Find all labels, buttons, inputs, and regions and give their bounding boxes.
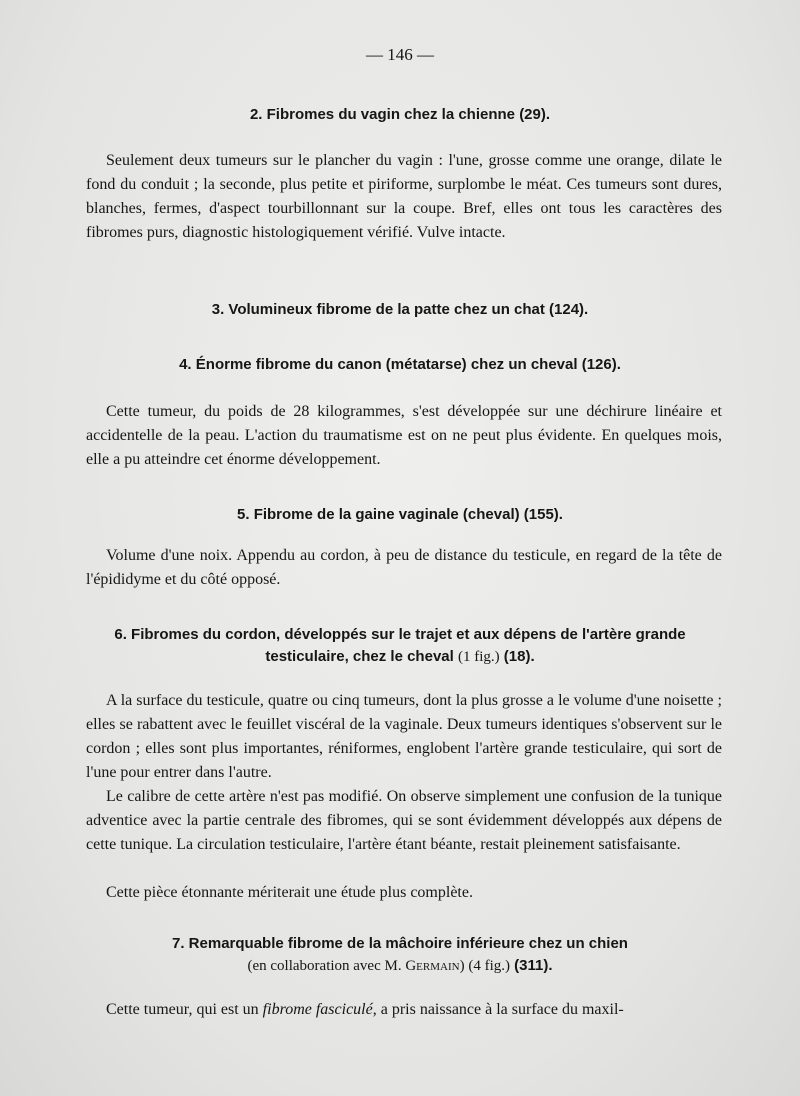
section-4-paragraph: Cette tumeur, du poids de 28 kilogrammes, s'est développée sur une déchirure linéaire et accidentelle de la peau. L'action du traumatisme est on ne peut plus évidente. En quelques mois, elle a pu atteindre cet énorme développement. — [86, 403, 722, 468]
section-7-text-pre: Cette tumeur, qui est un — [106, 1001, 259, 1018]
section-title-6-figcount: (1 fig.) — [457, 649, 500, 665]
section-6-paragraph-1: A la surface du testicule, quatre ou cinq tumeurs, dont la plus grosse a le volume d'une noisette ; elles se rabattent avec le feuillet viscéral de la vaginale. Deux tumeurs identiques s'observent sur le cordon ; elles sont plus importantes, réniformes, englobent l'artère grande testiculaire, qui sort de l'une pour entrer dans l'autre. — [86, 692, 722, 781]
section-title-3: 3. Volumineux fibrome de la patte chez un chat (124). — [211, 301, 589, 318]
section-title-5: 5. Fibrome de la gaine vaginale (cheval) (155). — [237, 506, 563, 523]
page-number: — 146 — — [366, 45, 434, 64]
section-title-7-collab — [247, 958, 510, 974]
section-7-text-post: , a pris naissance à la surface du maxil- — [372, 1001, 624, 1018]
section-5-paragraph: Volume d'une noix. Appendu au cordon, à peu de distance du testicule, en regard de la tête de l'épididyme et du côté opposé. — [86, 547, 722, 588]
section-2-paragraph: Seulement deux tumeurs sur le plancher du vagin : l'une, grosse comme une orange, dilate le fond du conduit ; la seconde, plus petite et piriforme, surplombe le méat. Ces tumeurs sont dures, blanches, fermes, d'aspect tourbillonnant sur la coupe. Bref, elles ont tous les caractères des fibromes purs, diagnostic histologiquement vérifié. Vulve intacte. — [86, 152, 722, 241]
collab-post: ) (4 fig.) — [459, 958, 510, 974]
collab-name: Germain — [405, 958, 460, 974]
section-title-2: 2. Fibromes du vagin chez la chienne (29). — [249, 106, 551, 123]
section-title-6-line2: testiculaire, chez le cheval — [265, 648, 454, 665]
section-7-text-italic: fibrome fasciculé — [262, 1001, 373, 1018]
section-6-paragraph-3: Cette pièce étonnante mériterait une étude plus complète. — [106, 884, 473, 901]
section-title-6-line1: 6. Fibromes du cordon, développés sur le trajet et aux dépens de l'artère grande — [114, 626, 686, 643]
section-title-6 — [70, 624, 730, 668]
section-6-paragraph-2: Le calibre de cette artère n'est pas modifié. On observe simplement une confusion de la tunique adventice avec la partie centrale des fibromes, qui se sont évidemment développés aux dépens de cette tunique. La circulation testiculaire, l'artère étant béante, restait pleinement satisfaisante. — [86, 788, 722, 853]
section-title-7-line1: 7. Remarquable fibrome de la mâchoire inférieure chez un chien — [172, 935, 628, 952]
section-title-7-ref: (311). — [514, 957, 553, 974]
section-title-7 — [80, 933, 720, 977]
section-title-6-ref: (18). — [503, 648, 535, 665]
section-7-paragraph — [86, 998, 722, 1022]
section-title-4: 4. Énorme fibrome du canon (métatarse) chez un cheval (126). — [179, 356, 621, 373]
collab-pre: (en collaboration avec M. — [247, 958, 402, 974]
